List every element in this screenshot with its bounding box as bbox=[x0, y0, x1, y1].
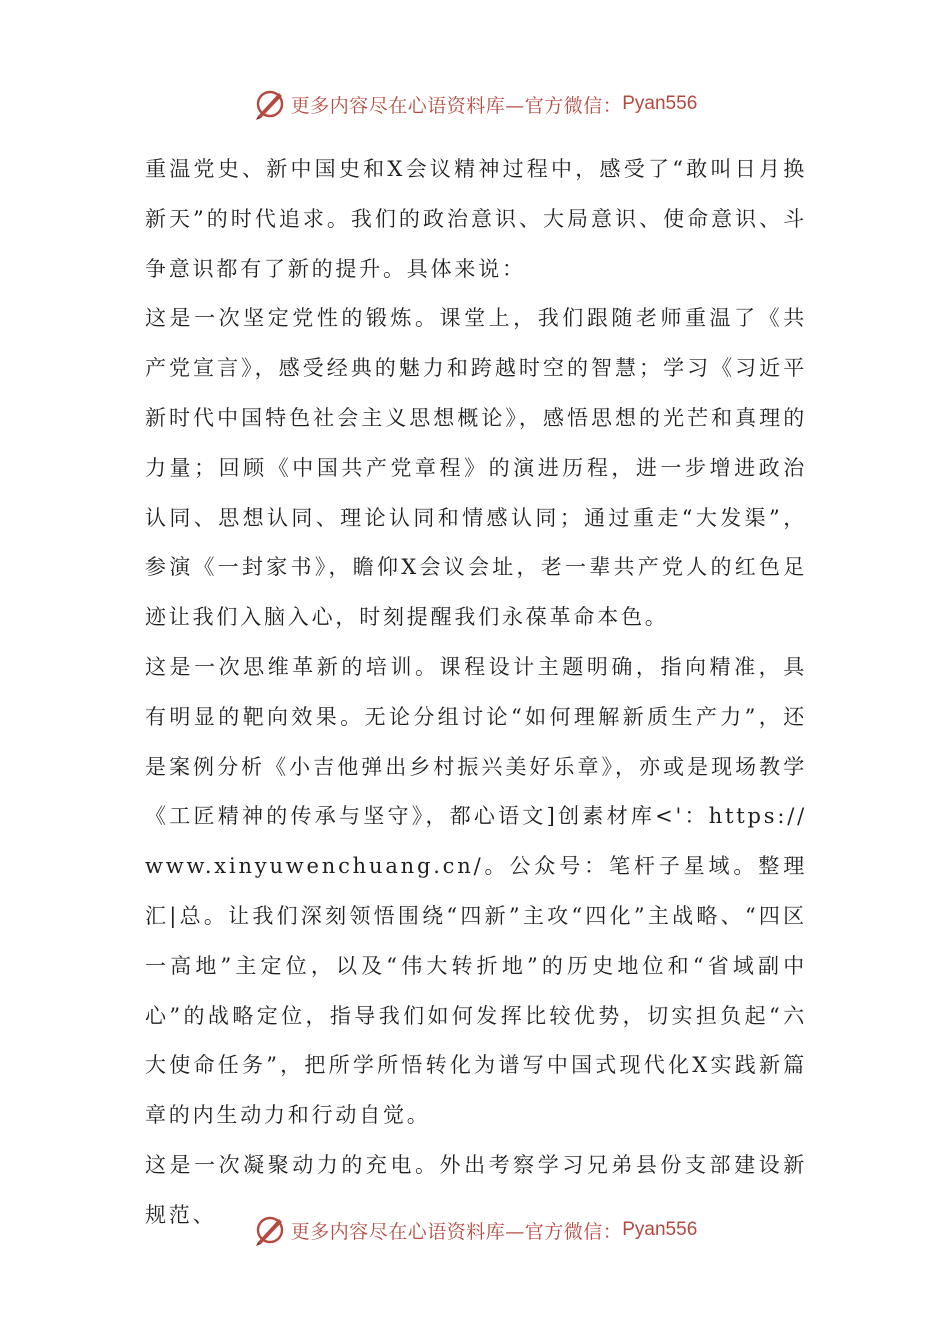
header-watermark bbox=[0, 84, 950, 124]
paragraph-3: 这是一次思维革新的培训。课程设计主题明确，指向精准，具有明显的靶向效果。无论分组讨论“如何理解新质生产力”，还是案例分析《小吉他弹出乡村振兴美好乐章》，亦或是现场教学《工匠精神的传承与坚守》，都心语文]创素材库<'：https://www.xinyuwenchuang.cn/。公众号：笔杆子星域。整理汇|总。让我们深刻领悟围绕“四新”主攻“四化”主战略、“四区一高地”主定位，以及“伟大转折地”的历史地位和“省域副中心”的战略定位，指导我们如何发挥比较优势，切实担负起“六大使命任务”，把所学所悟转化为谱写中国式现代化X实践新篇章的内生动力和行动自觉。 bbox=[145, 654, 807, 1128]
document-body bbox=[145, 145, 807, 1241]
watermark-text: 更多内容尽在心语资料库—官方微信： bbox=[290, 1220, 623, 1243]
watermark-wechat-handle: Pyan556 bbox=[622, 1219, 698, 1240]
footer-watermark bbox=[0, 1210, 950, 1250]
paragraph-1: 重温党史、新中国史和X会议精神过程中，感受了“敢叫日月换新天”的时代追求。我们的政治意识、大局意识、使命意识、斗争意识都有了新的提升。具体来说： bbox=[145, 157, 807, 281]
paragraph-2: 这是一次坚定党性的锻炼。课堂上，我们跟随老师重温了《共产党宣言》，感受经典的魅力和跨越时空的智慧；学习《习近平新时代中国特色社会主义思想概论》，感悟思想的光芒和真理的力量；回顾《中国共产党章程》的演进历程，进一步增进政治认同、思想认同、理论认同和情感认同；通过重走“大发渠”，参演《一封家书》，瞻仰X会议会址，老一辈共产党人的红色足迹让我们入脑入心，时刻提醒我们永葆革命本色。 bbox=[145, 306, 807, 630]
watermark-wechat-handle: Pyan556 bbox=[622, 93, 698, 114]
pen-logo-icon bbox=[253, 1213, 287, 1247]
watermark-text: 更多内容尽在心语资料库—官方微信： bbox=[290, 94, 623, 117]
paragraph-4: 这是一次凝聚动力的充电。外出考察学习兄弟县份支部建设新规范、 bbox=[145, 1152, 807, 1227]
pen-logo-icon bbox=[253, 87, 287, 121]
